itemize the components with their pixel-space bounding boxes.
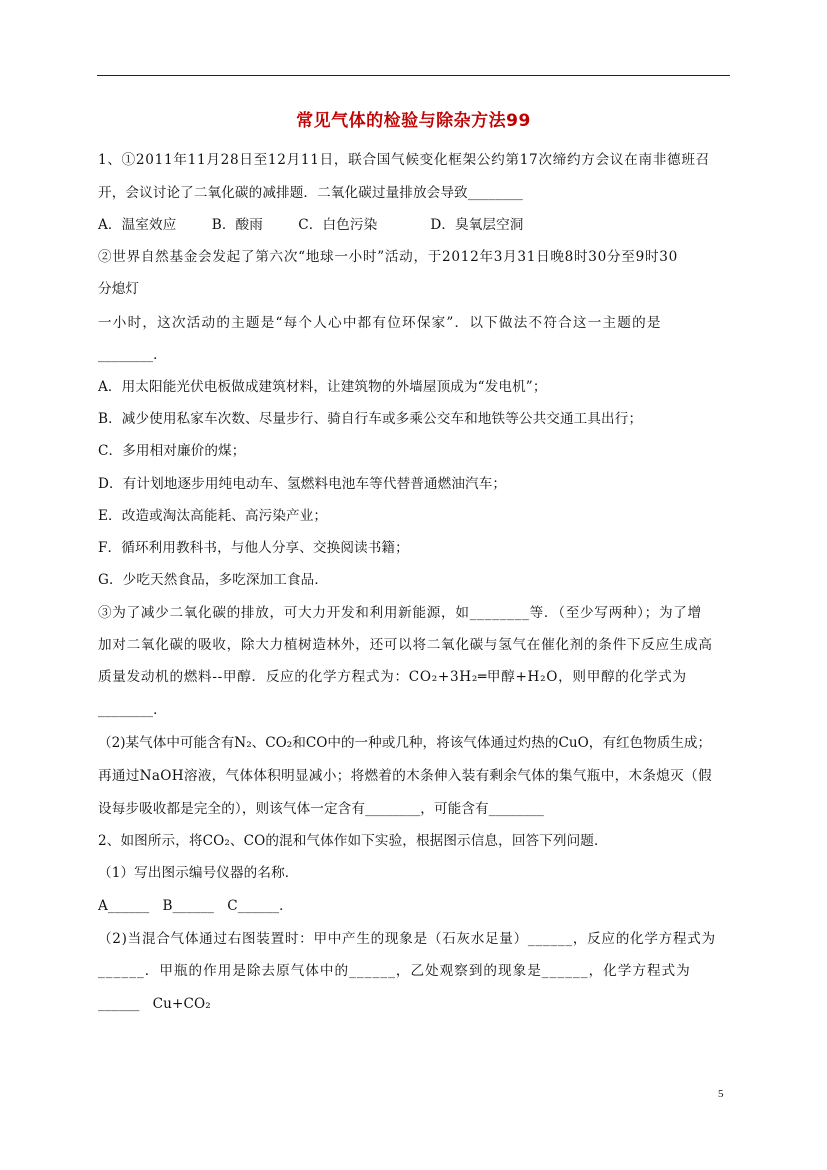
text-line: A．温室效应 B．酸雨 C．白色污染 D．臭氧层空洞 xyxy=(98,217,524,233)
text-line: 设每步吸收都是完全的），则该气体一定含有________，可能含有________ xyxy=(98,801,544,817)
text-line: E．改造或淘汰高能耗、高污染产业； xyxy=(98,508,328,524)
text-line: （2)某气体中可能含有N₂、CO₂和CO中的一种或几种，将该气体通过灼热的CuO，有红色物质生成； xyxy=(98,735,712,751)
text-line: 一小时，这次活动的主题是“每个人心中都有位环保家”．以下做法不符合这一主题的是 xyxy=(98,315,662,331)
text-line: D．有计划地逐步用纯电动车、氢燃料电池车等代替普通燃油汽车； xyxy=(98,476,507,492)
text-line: 1、①2011年11月28日至12月11日，联合国气候变化框架公约第17次缔约方会议在南非德班召 xyxy=(98,152,710,168)
text-line: 加对二氧化碳的吸收，除大力植树造林外，还可以将二氧化碳与氢气在催化剂的条件下反应生成高 xyxy=(98,637,713,653)
text-line: ②世界自然基金会发起了第六次“地球一小时”活动，于2012年3月31日晚8时30分至9时30 xyxy=(98,249,678,265)
text-line: 分熄灯 xyxy=(98,281,140,297)
text-line: C．多用相对廉价的煤； xyxy=(98,443,246,459)
text-line: B．减少使用私家车次数、尽量步行、骑自行车或多乘公交车和地铁等公共交通工具出行； xyxy=(98,411,643,427)
text-line: ③为了减少二氧化碳的排放，可大力开发和利用新能源，如________等．（至少写两种）；为了增 xyxy=(98,605,702,621)
header-rule xyxy=(97,75,730,76)
text-line: A．用太阳能光伏电板做成建筑材料，让建筑物的外墙屋顶成为“发电机”； xyxy=(98,379,547,395)
text-line: 再通过NaOH溶液，气体体积明显减小；将燃着的木条伸入装有剩余气体的集气瓶中，木条熄灭（假 xyxy=(98,768,712,784)
text-line: 质量发动机的燃料--甲醇．反应的化学方程式为：CO₂+3H₂═甲醇+H₂O，则甲醇的化学式为 xyxy=(98,669,687,685)
page-number: 5 xyxy=(718,1088,724,1100)
text-line: ______．甲瓶的作用是除去原气体中的______，乙处观察到的现象是______，化学方程式为 xyxy=(98,963,691,979)
page-title: 常见气体的检验与除杂方法99 xyxy=(296,111,531,131)
text-line: ______ Cu+CO₂ xyxy=(98,996,211,1012)
text-line: A______ B______ C______． xyxy=(98,898,293,914)
text-line: （1）写出图示编号仪器的名称． xyxy=(98,865,299,881)
text-line: F．循环利用教科书，与他人分享、交换阅读书籍； xyxy=(98,540,409,556)
text-line: 2、如图所示，将CO₂、CO的混和气体作如下实验，根据图示信息，回答下列问题． xyxy=(98,833,608,849)
text-line: ________． xyxy=(98,347,167,363)
text-line: G．少吃天然食品，多吃深加工食品． xyxy=(98,572,329,588)
text-line: （2)当混合气体通过右图装置时：甲中产生的现象是（石灰水足量）______，反应的化学方程式为 xyxy=(98,931,716,947)
text-line: ________． xyxy=(98,702,167,718)
text-line: 开，会议讨论了二氧化碳的减排题．二氧化碳过量排放会导致________ xyxy=(98,185,523,201)
